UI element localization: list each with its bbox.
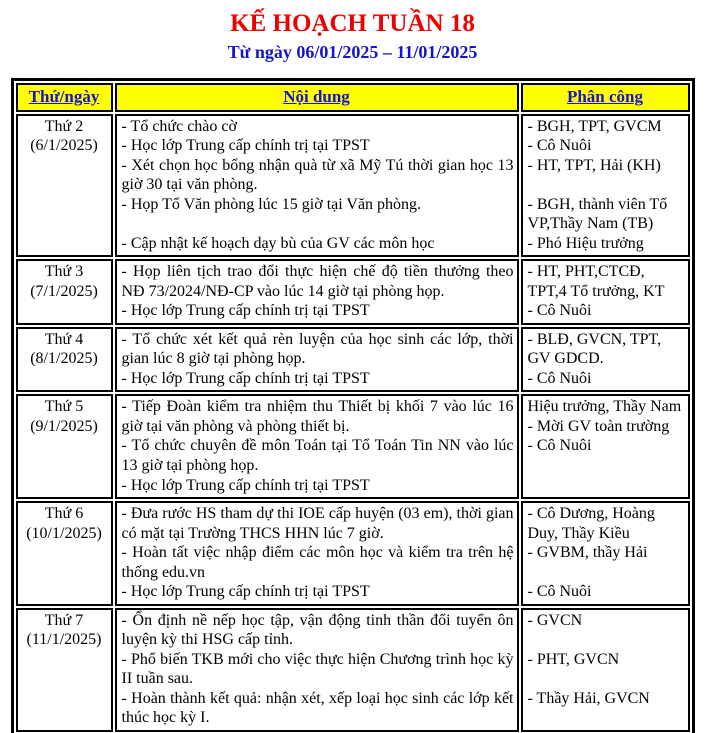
day-cell <box>16 327 113 393</box>
assignment-line: - Cô Nuôi <box>527 583 592 601</box>
assignment-line: - GVBM, thầy Hải <box>527 544 648 562</box>
content-line: - Hoàn thành kết quả: nhận xét, xếp loại học sinh các lớp kết thúc học kỳ I. <box>121 689 514 727</box>
assignment-line <box>528 563 685 583</box>
content-cell <box>115 394 519 499</box>
assignment-line: - Cô Nuôi <box>527 137 592 155</box>
assignment-cell <box>521 394 690 499</box>
date-range-subtitle: Từ ngày 06/01/2025 – 11/01/2025 <box>227 41 478 62</box>
day-label: Thứ 3 <box>44 263 84 281</box>
content-line: - Hoàn tất việc nhập điểm các môn học và kiểm tra trên hệ thống edu.vn <box>121 544 514 581</box>
weekly-plan-table <box>11 78 695 733</box>
table-row <box>16 114 690 258</box>
day-cell <box>16 608 113 732</box>
assignment-line: - PHT, GVCN <box>527 650 620 668</box>
page-title: KẾ HOẠCH TUẦN 18 <box>230 10 475 37</box>
assignment-line: - Thầy Hải, GVCN <box>527 689 650 707</box>
day-cell <box>16 114 113 258</box>
day-cell <box>16 501 113 606</box>
content-cell <box>115 114 519 258</box>
assignment-cell <box>521 327 690 393</box>
day-label: Thứ 4 <box>44 330 84 348</box>
date-label: (6/1/2025) <box>30 137 98 155</box>
content-line: - Học lớp Trung cấp chính trị tại TPST <box>121 583 370 601</box>
table-row <box>16 608 690 732</box>
column-header-1: Nội dung <box>115 83 519 112</box>
content-cell <box>115 608 519 732</box>
assignment-line: Hiệu trưởng, Thầy Nam <box>527 398 682 416</box>
assignment-line: - HT, PHT,CTCĐ, TPT,4 Tổ trưởng, KT <box>527 263 665 300</box>
date-label: (8/1/2025) <box>30 350 98 368</box>
table-row <box>16 394 690 499</box>
assignment-line: - BLĐ, GVCN, TPT, GV GDCD. <box>527 330 662 368</box>
content-line: - Họp Tổ Văn phòng lúc 15 giờ tại Văn phòng. <box>121 195 422 213</box>
content-line: - Tiếp Đoàn kiểm tra nhiệm thu Thiết bị khối 7 vào lúc 16 giờ tại văn phòng và phòng thiết bị. <box>121 398 514 435</box>
assignment-line <box>528 630 685 650</box>
content-line: - Học lớp Trung cấp chính trị tại TPST <box>121 476 370 494</box>
content-line <box>122 214 514 234</box>
assignment-line <box>528 175 685 195</box>
content-line: - Cập nhật kế hoạch dạy bù của GV các môn học <box>121 234 435 252</box>
date-label: (7/1/2025) <box>30 282 98 300</box>
date-label: (11/1/2025) <box>26 631 102 649</box>
content-line: - Tổ chức xét kết quả rèn luyện của học sinh các lớp, thời gian lúc 8 giờ tại phòng họp. <box>121 330 514 368</box>
day-label: Thứ 7 <box>44 611 84 629</box>
content-line: - Tổ chức chào cờ <box>121 117 237 135</box>
assignment-line: - BGH, thành viên Tổ VP,Thầy Nam (TB) <box>527 195 668 233</box>
assignment-line: - BGH, TPT, GVCM <box>527 117 662 135</box>
date-label: (9/1/2025) <box>30 417 98 435</box>
content-line: - Học lớp Trung cấp chính trị tại TPST <box>121 302 370 320</box>
content-line: - Tổ chức chuyên đề môn Toán tại Tổ Toán Tin NN vào lúc 13 giờ tại phòng họp. <box>121 437 514 474</box>
column-header-0: Thứ/ngày <box>16 83 113 112</box>
table-header-row <box>16 83 690 112</box>
content-line: - Học lớp Trung cấp chính trị tại TPST <box>121 137 370 155</box>
assignment-cell <box>521 608 690 732</box>
content-line: - Ổn định nề nếp học tập, vận động tinh thần đổi tuyển ôn luyện kỳ thi HSG cấp tỉnh. <box>121 611 514 649</box>
content-cell <box>115 501 519 606</box>
assignment-line: - Phó Hiệu trưởng <box>527 234 644 252</box>
table-row <box>16 259 690 325</box>
assignment-line: - GVCN <box>527 611 583 629</box>
content-line: - Phổ biến TKB mới cho việc thực hiện Chương trình học kỳ II tuần sau. <box>121 650 514 688</box>
content-cell <box>115 259 519 325</box>
assignment-line: - Mời GV toàn trường <box>527 417 670 435</box>
assignment-line: - Cô Nuôi <box>527 369 592 387</box>
content-line: - Đưa rước HS tham dự thi IOE cấp huyện (03 em), thời gian có mặt tại Trường THCS HHN lúc 7 giờ. <box>121 505 514 542</box>
day-label: Thứ 2 <box>44 117 84 135</box>
content-line: - Họp liên tịch trao đổi thực hiện chế độ tiền thưởng theo NĐ 73/2024/NĐ-CP vào lúc 14 giờ tại phòng họp. <box>121 263 514 300</box>
date-label: (10/1/2025) <box>26 524 102 542</box>
content-cell <box>115 327 519 393</box>
day-label: Thứ 5 <box>44 398 84 416</box>
assignment-line: - Cô Nuôi <box>527 437 592 455</box>
assignment-cell <box>521 501 690 606</box>
assignment-cell <box>521 259 690 325</box>
content-line: - Xét chọn học bổng nhận quà từ xã Mỹ Tú thời gian học 13 giờ 30 tại văn phòng. <box>121 156 514 194</box>
day-label: Thứ 6 <box>44 505 84 523</box>
table-row <box>16 501 690 606</box>
day-cell <box>16 259 113 325</box>
assignment-line <box>528 669 685 689</box>
table-row <box>16 327 690 393</box>
content-line: - Học lớp Trung cấp chính trị tại TPST <box>121 369 370 387</box>
assignment-cell <box>521 114 690 258</box>
assignment-line: - Cô Dương, Hoàng Duy, Thầy Kiều <box>527 505 655 542</box>
day-cell <box>16 394 113 499</box>
assignment-line: - Cô Nuôi <box>527 302 592 320</box>
assignment-line: - HT, TPT, Hải (KH) <box>527 156 661 174</box>
column-header-2: Phân công <box>521 83 690 112</box>
